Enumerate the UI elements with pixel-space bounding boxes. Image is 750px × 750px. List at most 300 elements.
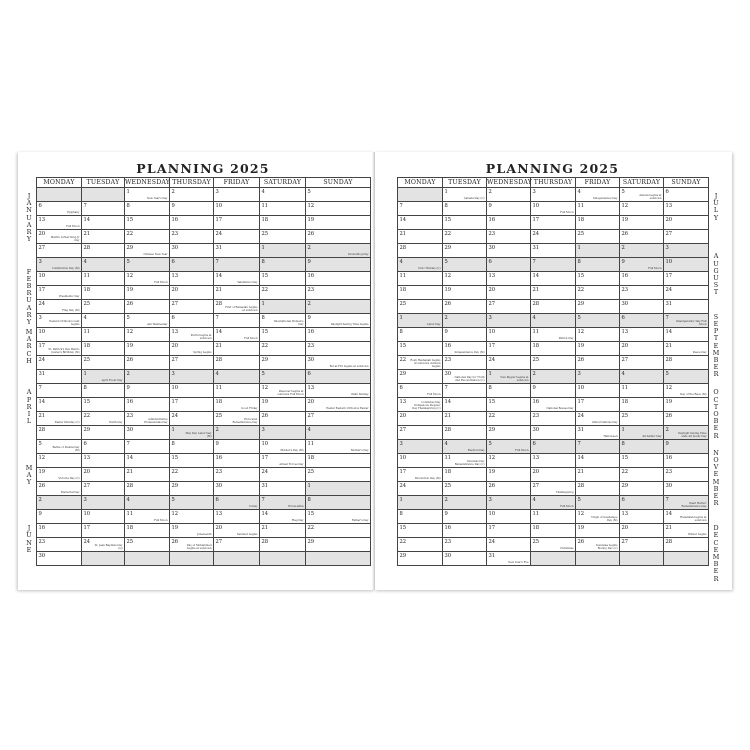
day-cell[interactable] (37, 398, 82, 412)
day-cell[interactable] (37, 244, 82, 258)
day-cell[interactable] (443, 468, 487, 482)
day-cell[interactable] (306, 468, 371, 482)
day-cell[interactable] (531, 384, 576, 398)
day-cell[interactable] (443, 244, 487, 258)
day-cell[interactable] (125, 454, 170, 468)
day-cell[interactable] (487, 188, 531, 202)
day-cell[interactable] (531, 552, 576, 566)
day-cell[interactable] (170, 440, 214, 454)
day-cell[interactable] (260, 216, 306, 230)
day-cell[interactable] (170, 552, 214, 566)
day-cell[interactable] (576, 188, 620, 202)
day-cell[interactable] (576, 552, 620, 566)
day-cell[interactable] (487, 286, 531, 300)
day-cell[interactable] (306, 202, 371, 216)
day-cell[interactable] (487, 454, 531, 468)
day-cell[interactable] (82, 524, 125, 538)
day-cell[interactable] (125, 230, 170, 244)
day-cell[interactable] (576, 328, 620, 342)
day-cell[interactable] (125, 496, 170, 510)
day-cell[interactable] (664, 426, 709, 440)
day-cell[interactable] (398, 468, 443, 482)
day-cell[interactable] (260, 524, 306, 538)
day-cell[interactable] (487, 398, 531, 412)
day-cell[interactable] (620, 356, 664, 370)
day-cell[interactable] (260, 370, 306, 384)
day-cell[interactable] (398, 398, 443, 412)
day-cell[interactable] (664, 328, 709, 342)
day-cell[interactable] (214, 496, 260, 510)
day-cell[interactable] (398, 314, 443, 328)
day-cell[interactable] (82, 496, 125, 510)
day-cell[interactable] (214, 244, 260, 258)
day-cell[interactable] (214, 468, 260, 482)
day-cell[interactable] (214, 398, 260, 412)
day-cell[interactable] (37, 482, 82, 496)
day-cell[interactable] (170, 482, 214, 496)
day-cell[interactable] (170, 230, 214, 244)
day-cell[interactable] (531, 510, 576, 524)
day-cell[interactable] (443, 300, 487, 314)
day-cell[interactable] (125, 272, 170, 286)
day-cell[interactable] (576, 244, 620, 258)
day-cell[interactable] (214, 370, 260, 384)
day-cell[interactable] (443, 314, 487, 328)
day-cell[interactable] (487, 370, 531, 384)
day-cell[interactable] (487, 538, 531, 552)
day-cell[interactable] (531, 426, 576, 440)
day-cell[interactable] (576, 202, 620, 216)
day-cell[interactable] (214, 412, 260, 426)
day-cell[interactable] (576, 482, 620, 496)
day-cell[interactable] (487, 552, 531, 566)
day-cell[interactable] (82, 552, 125, 566)
day-cell[interactable] (125, 426, 170, 440)
day-cell[interactable] (214, 552, 260, 566)
day-cell[interactable] (214, 454, 260, 468)
day-cell[interactable] (443, 384, 487, 398)
day-cell[interactable] (170, 412, 214, 426)
day-cell[interactable] (531, 440, 576, 454)
day-cell[interactable] (170, 258, 214, 272)
day-cell[interactable] (443, 258, 487, 272)
day-cell[interactable] (260, 440, 306, 454)
day-cell[interactable] (260, 314, 306, 328)
day-cell[interactable] (37, 468, 82, 482)
day-cell[interactable] (576, 496, 620, 510)
day-cell[interactable] (170, 510, 214, 524)
day-cell[interactable] (306, 426, 371, 440)
day-cell[interactable] (82, 412, 125, 426)
day-cell[interactable] (398, 258, 443, 272)
day-cell[interactable] (620, 230, 664, 244)
day-cell[interactable] (170, 468, 214, 482)
day-cell[interactable] (398, 356, 443, 370)
day-cell[interactable] (576, 454, 620, 468)
day-cell[interactable] (125, 244, 170, 258)
day-cell[interactable] (125, 328, 170, 342)
day-cell[interactable] (260, 328, 306, 342)
day-cell[interactable] (664, 300, 709, 314)
day-cell[interactable] (487, 328, 531, 342)
day-cell[interactable] (664, 356, 709, 370)
day-cell[interactable] (37, 328, 82, 342)
day-cell[interactable] (398, 244, 443, 258)
day-cell[interactable] (125, 258, 170, 272)
day-cell[interactable] (531, 496, 576, 510)
day-cell[interactable] (576, 230, 620, 244)
day-cell[interactable] (214, 300, 260, 314)
day-cell[interactable] (170, 384, 214, 398)
day-cell[interactable] (443, 188, 487, 202)
day-cell[interactable] (443, 482, 487, 496)
day-cell[interactable] (260, 300, 306, 314)
day-cell[interactable] (260, 398, 306, 412)
day-cell[interactable] (214, 538, 260, 552)
day-cell[interactable] (531, 328, 576, 342)
day-cell[interactable] (576, 258, 620, 272)
day-cell[interactable] (620, 454, 664, 468)
day-cell[interactable] (82, 426, 125, 440)
day-cell[interactable] (487, 356, 531, 370)
day-cell[interactable] (443, 272, 487, 286)
day-cell[interactable] (576, 300, 620, 314)
day-cell[interactable] (531, 482, 576, 496)
day-cell[interactable] (576, 272, 620, 286)
day-cell[interactable] (260, 412, 306, 426)
day-cell[interactable] (170, 342, 214, 356)
day-cell[interactable] (620, 538, 664, 552)
day-cell[interactable] (664, 342, 709, 356)
day-cell[interactable] (306, 440, 371, 454)
day-cell[interactable] (306, 552, 371, 566)
day-cell[interactable] (260, 482, 306, 496)
day-cell[interactable] (531, 538, 576, 552)
day-cell[interactable] (306, 482, 371, 496)
day-cell[interactable] (214, 384, 260, 398)
day-cell[interactable] (443, 426, 487, 440)
day-cell[interactable] (125, 468, 170, 482)
day-cell[interactable] (260, 188, 306, 202)
day-cell[interactable] (37, 272, 82, 286)
day-cell[interactable] (620, 216, 664, 230)
day-cell[interactable] (37, 188, 82, 202)
day-cell[interactable] (125, 286, 170, 300)
day-cell[interactable] (487, 468, 531, 482)
day-cell[interactable] (487, 244, 531, 258)
day-cell[interactable] (37, 342, 82, 356)
day-cell[interactable] (576, 440, 620, 454)
day-cell[interactable] (37, 216, 82, 230)
day-cell[interactable] (214, 356, 260, 370)
day-cell[interactable] (37, 454, 82, 468)
day-cell[interactable] (576, 286, 620, 300)
day-cell[interactable] (576, 314, 620, 328)
day-cell[interactable] (125, 538, 170, 552)
day-cell[interactable] (37, 202, 82, 216)
day-cell[interactable] (306, 188, 371, 202)
day-cell[interactable] (214, 328, 260, 342)
day-cell[interactable] (170, 188, 214, 202)
day-cell[interactable] (260, 552, 306, 566)
day-cell[interactable] (398, 342, 443, 356)
day-cell[interactable] (664, 244, 709, 258)
day-cell[interactable] (306, 300, 371, 314)
day-cell[interactable] (214, 230, 260, 244)
day-cell[interactable] (37, 524, 82, 538)
day-cell[interactable] (125, 384, 170, 398)
day-cell[interactable] (620, 328, 664, 342)
day-cell[interactable] (398, 454, 443, 468)
day-cell[interactable] (664, 384, 709, 398)
day-cell[interactable] (531, 398, 576, 412)
day-cell[interactable] (664, 524, 709, 538)
day-cell[interactable] (214, 482, 260, 496)
day-cell[interactable] (214, 440, 260, 454)
day-cell[interactable] (398, 286, 443, 300)
day-cell[interactable] (125, 398, 170, 412)
day-cell[interactable] (398, 552, 443, 566)
day-cell[interactable] (37, 230, 82, 244)
day-cell[interactable] (82, 370, 125, 384)
day-cell[interactable] (37, 426, 82, 440)
day-cell[interactable] (214, 286, 260, 300)
day-cell[interactable] (214, 524, 260, 538)
day-cell[interactable] (664, 398, 709, 412)
day-cell[interactable] (82, 244, 125, 258)
day-cell[interactable] (170, 244, 214, 258)
day-cell[interactable] (576, 370, 620, 384)
day-cell[interactable] (531, 286, 576, 300)
day-cell[interactable] (531, 370, 576, 384)
day-cell[interactable] (576, 216, 620, 230)
day-cell[interactable] (260, 272, 306, 286)
day-cell[interactable] (487, 258, 531, 272)
day-cell[interactable] (125, 216, 170, 230)
day-cell[interactable] (82, 468, 125, 482)
day-cell[interactable] (398, 384, 443, 398)
day-cell[interactable] (531, 188, 576, 202)
day-cell[interactable] (487, 230, 531, 244)
day-cell[interactable] (664, 552, 709, 566)
day-cell[interactable] (443, 440, 487, 454)
day-cell[interactable] (531, 454, 576, 468)
day-cell[interactable] (37, 258, 82, 272)
day-cell[interactable] (170, 286, 214, 300)
day-cell[interactable] (82, 300, 125, 314)
day-cell[interactable] (620, 398, 664, 412)
day-cell[interactable] (531, 468, 576, 482)
day-cell[interactable] (664, 286, 709, 300)
day-cell[interactable] (576, 384, 620, 398)
day-cell[interactable] (620, 188, 664, 202)
day-cell[interactable] (531, 342, 576, 356)
day-cell[interactable] (531, 272, 576, 286)
day-cell[interactable] (306, 538, 371, 552)
day-cell[interactable] (443, 454, 487, 468)
day-cell[interactable] (37, 356, 82, 370)
day-cell[interactable] (82, 384, 125, 398)
day-cell[interactable] (443, 538, 487, 552)
day-cell[interactable] (37, 510, 82, 524)
day-cell[interactable] (620, 468, 664, 482)
day-cell[interactable] (214, 342, 260, 356)
day-cell[interactable] (620, 314, 664, 328)
day-cell[interactable] (620, 384, 664, 398)
day-cell[interactable] (664, 496, 709, 510)
day-cell[interactable] (531, 202, 576, 216)
day-cell[interactable] (487, 272, 531, 286)
day-cell[interactable] (260, 384, 306, 398)
day-cell[interactable] (531, 412, 576, 426)
day-cell[interactable] (443, 216, 487, 230)
day-cell[interactable] (443, 370, 487, 384)
day-cell[interactable] (487, 314, 531, 328)
day-cell[interactable] (82, 342, 125, 356)
day-cell[interactable] (82, 216, 125, 230)
day-cell[interactable] (531, 524, 576, 538)
day-cell[interactable] (398, 524, 443, 538)
day-cell[interactable] (306, 384, 371, 398)
day-cell[interactable] (620, 370, 664, 384)
day-cell[interactable] (398, 188, 443, 202)
day-cell[interactable] (260, 342, 306, 356)
day-cell[interactable] (170, 370, 214, 384)
day-cell[interactable] (531, 230, 576, 244)
day-cell[interactable] (487, 496, 531, 510)
day-cell[interactable] (398, 370, 443, 384)
day-cell[interactable] (82, 356, 125, 370)
day-cell[interactable] (398, 412, 443, 426)
day-cell[interactable] (170, 314, 214, 328)
day-cell[interactable] (82, 328, 125, 342)
day-cell[interactable] (170, 524, 214, 538)
day-cell[interactable] (214, 510, 260, 524)
day-cell[interactable] (398, 216, 443, 230)
day-cell[interactable] (170, 454, 214, 468)
day-cell[interactable] (398, 426, 443, 440)
day-cell[interactable] (664, 314, 709, 328)
day-cell[interactable] (531, 258, 576, 272)
day-cell[interactable] (306, 286, 371, 300)
day-cell[interactable] (125, 356, 170, 370)
day-cell[interactable] (125, 300, 170, 314)
day-cell[interactable] (260, 202, 306, 216)
day-cell[interactable] (214, 314, 260, 328)
day-cell[interactable] (82, 510, 125, 524)
day-cell[interactable] (443, 510, 487, 524)
day-cell[interactable] (306, 328, 371, 342)
day-cell[interactable] (531, 216, 576, 230)
day-cell[interactable] (398, 482, 443, 496)
day-cell[interactable] (37, 300, 82, 314)
day-cell[interactable] (443, 286, 487, 300)
day-cell[interactable] (576, 468, 620, 482)
day-cell[interactable] (125, 370, 170, 384)
day-cell[interactable] (576, 356, 620, 370)
day-cell[interactable] (620, 342, 664, 356)
day-cell[interactable] (260, 510, 306, 524)
day-cell[interactable] (487, 202, 531, 216)
day-cell[interactable] (487, 510, 531, 524)
day-cell[interactable] (37, 286, 82, 300)
day-cell[interactable] (260, 538, 306, 552)
day-cell[interactable] (306, 398, 371, 412)
day-cell[interactable] (664, 258, 709, 272)
day-cell[interactable] (125, 412, 170, 426)
day-cell[interactable] (620, 510, 664, 524)
day-cell[interactable] (170, 538, 214, 552)
day-cell[interactable] (620, 552, 664, 566)
day-cell[interactable] (82, 230, 125, 244)
day-cell[interactable] (664, 538, 709, 552)
day-cell[interactable] (260, 258, 306, 272)
day-cell[interactable] (531, 314, 576, 328)
day-cell[interactable] (398, 202, 443, 216)
day-cell[interactable] (664, 272, 709, 286)
day-cell[interactable] (398, 230, 443, 244)
day-cell[interactable] (487, 524, 531, 538)
day-cell[interactable] (37, 538, 82, 552)
day-cell[interactable] (531, 300, 576, 314)
day-cell[interactable] (398, 496, 443, 510)
day-cell[interactable] (398, 272, 443, 286)
day-cell[interactable] (260, 468, 306, 482)
day-cell[interactable] (37, 552, 82, 566)
day-cell[interactable] (664, 412, 709, 426)
day-cell[interactable] (260, 454, 306, 468)
day-cell[interactable] (125, 314, 170, 328)
day-cell[interactable] (443, 412, 487, 426)
day-cell[interactable] (170, 202, 214, 216)
day-cell[interactable] (82, 440, 125, 454)
day-cell[interactable] (664, 230, 709, 244)
day-cell[interactable] (306, 412, 371, 426)
day-cell[interactable] (306, 258, 371, 272)
day-cell[interactable] (82, 272, 125, 286)
day-cell[interactable] (214, 272, 260, 286)
day-cell[interactable] (82, 286, 125, 300)
day-cell[interactable] (620, 286, 664, 300)
day-cell[interactable] (125, 342, 170, 356)
day-cell[interactable] (170, 300, 214, 314)
day-cell[interactable] (306, 230, 371, 244)
day-cell[interactable] (260, 426, 306, 440)
day-cell[interactable] (306, 216, 371, 230)
day-cell[interactable] (82, 482, 125, 496)
day-cell[interactable] (260, 286, 306, 300)
day-cell[interactable] (306, 272, 371, 286)
day-cell[interactable] (531, 244, 576, 258)
day-cell[interactable] (620, 258, 664, 272)
day-cell[interactable] (443, 398, 487, 412)
day-cell[interactable] (37, 384, 82, 398)
day-cell[interactable] (170, 328, 214, 342)
day-cell[interactable] (170, 426, 214, 440)
day-cell[interactable] (125, 202, 170, 216)
day-cell[interactable] (620, 482, 664, 496)
day-cell[interactable] (82, 202, 125, 216)
day-cell[interactable] (306, 524, 371, 538)
day-cell[interactable] (487, 216, 531, 230)
day-cell[interactable] (664, 216, 709, 230)
day-cell[interactable] (214, 188, 260, 202)
day-cell[interactable] (82, 454, 125, 468)
day-cell[interactable] (576, 412, 620, 426)
day-cell[interactable] (170, 216, 214, 230)
day-cell[interactable] (170, 496, 214, 510)
day-cell[interactable] (37, 370, 82, 384)
